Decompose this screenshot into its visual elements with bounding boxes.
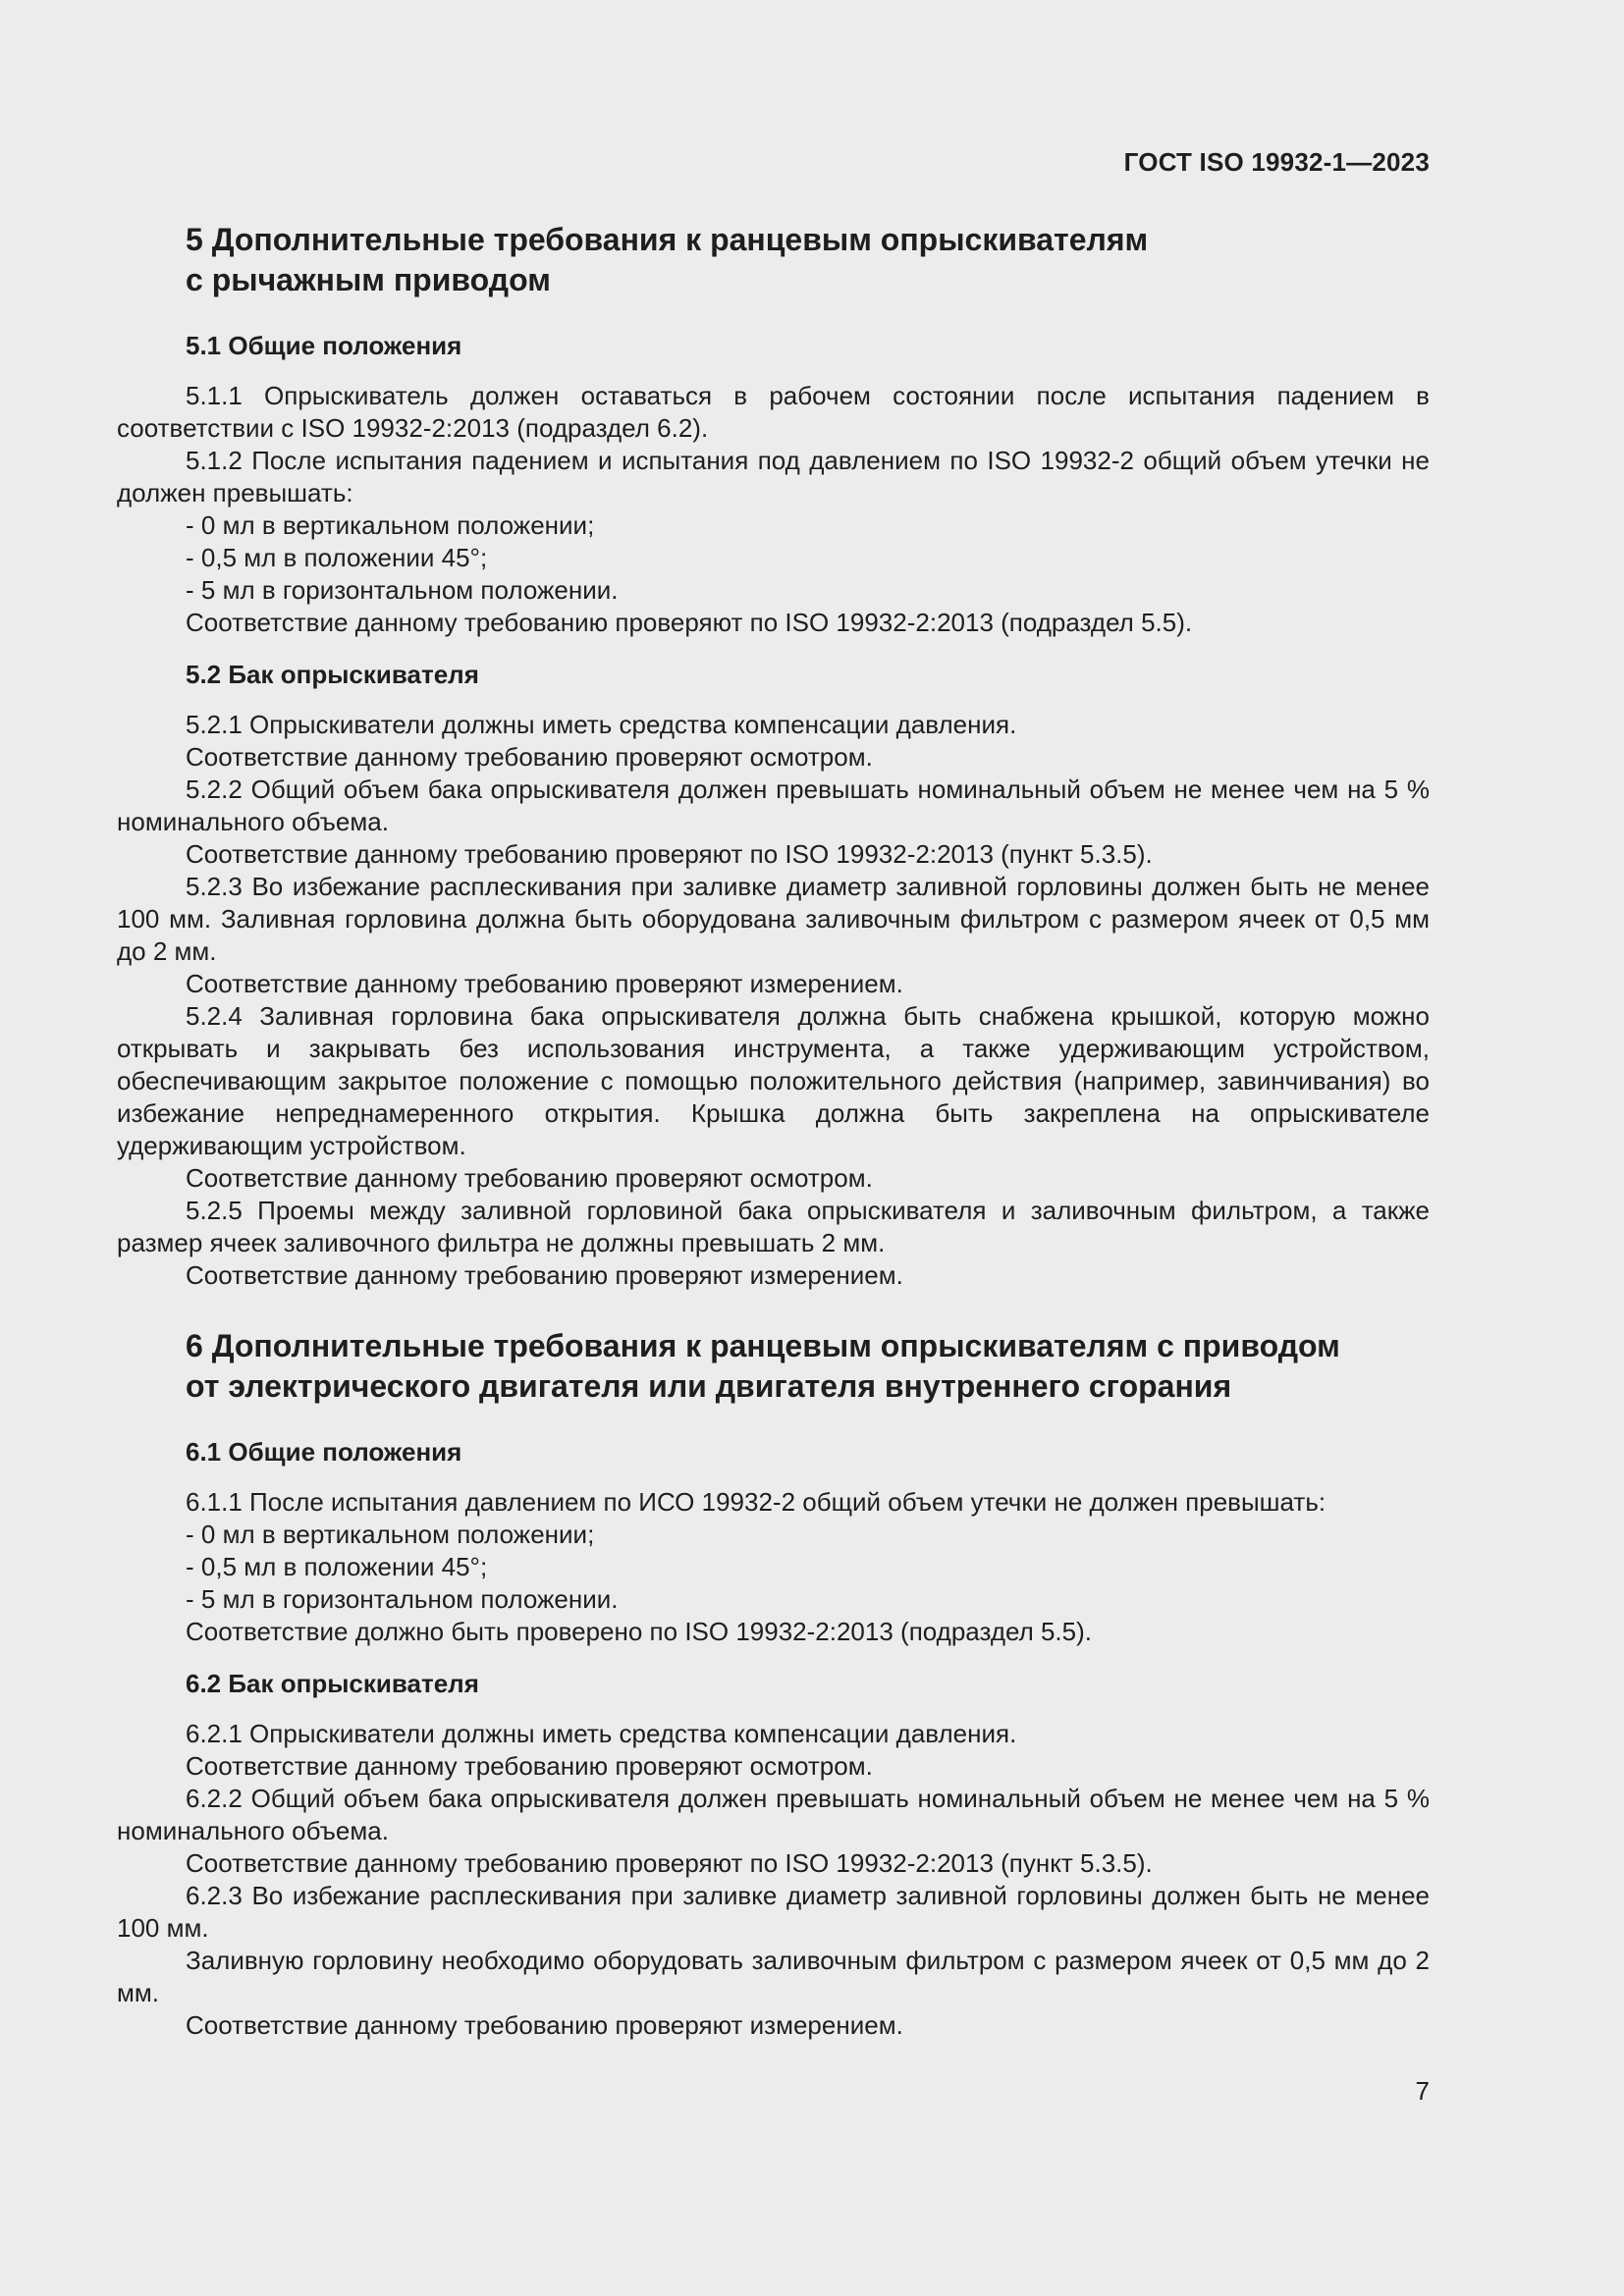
list-item: - 5 мл в горизонтальном положении. (186, 1584, 619, 1614)
paragraph-5-2-1: 5.2.1 Опрыскиватели должны иметь средства компенсации давления. (186, 710, 1017, 739)
page-number: 7 (1415, 2076, 1430, 2106)
paragraph-5-1-1: 5.1.1 Опрыскиватель должен оставаться в рабочем состоянии после испытания падением в соответствии с ISO 19932-2:2013 (подраздел 6.2). (117, 381, 1430, 443)
compliance-note: Соответствие данному требованию проверяют по ISO 19932-2:2013 (пункт 5.3.5). (186, 1848, 1153, 1878)
compliance-note: Соответствие данному требованию проверяют осмотром. (186, 1751, 873, 1781)
compliance-note: Соответствие данному требованию проверяют осмотром. (186, 742, 873, 772)
section-5-title-line1: 5 Дополнительные требования к ранцевым опрыскивателям (186, 222, 1149, 257)
document-body (117, 220, 1430, 2042)
compliance-note: Соответствие данному требованию проверяют измерением. (186, 2010, 903, 2040)
subsection-6-2-title: 6.2 Бак опрыскивателя (186, 1669, 479, 1698)
document-code-header: ГОСТ ISO 19932-1—2023 (1123, 147, 1430, 177)
subsection-6-1-title: 6.1 Общие положения (186, 1437, 462, 1467)
compliance-note: Соответствие данному требованию проверяют измерением. (186, 969, 903, 998)
compliance-note: Соответствие данному требованию проверяют осмотром. (186, 1163, 873, 1193)
paragraph-5-2-5: 5.2.5 Проемы между заливной горловиной бака опрыскивателя и заливочным фильтром, а также размер ячеек заливочного фильтра не должны превышать 2 мм. (117, 1196, 1430, 1257)
list-item: - 0 мл в вертикальном положении; (186, 1520, 595, 1549)
compliance-note: Соответствие должно быть проверено по ISO 19932-2:2013 (подраздел 5.5). (186, 1617, 1092, 1646)
paragraph-5-2-2: 5.2.2 Общий объем бака опрыскивателя должен превышать номинальный объем не менее чем на 5 % номинального объема. (117, 774, 1430, 836)
list-item: - 0,5 мл в положении 45°; (186, 1552, 488, 1581)
list-item: - 0 мл в вертикальном положении; (186, 510, 595, 540)
section-6 (117, 1326, 1430, 2042)
list-item: - 5 мл в горизонтальном положении. (186, 575, 619, 605)
paragraph-5-2-4: 5.2.4 Заливная горловина бака опрыскивателя должна быть снабжена крышкой, которую можно открывать и закрывать без использования инструмента, а также удерживающим устройством, обеспечивающим закрытое положение с помощью положительного действия (например, завинчивания) во избежание непреднамеренного открытия. Крышка должна быть закреплена на опрыскивателе удерживающим устройством. (117, 1001, 1430, 1160)
compliance-note: Соответствие данному требованию проверяют измерением. (186, 1260, 903, 1290)
section-6-title-line2: от электрического двигателя или двигателя внутреннего сгорания (186, 1368, 1232, 1404)
subsection-5-1-title: 5.1 Общие положения (186, 331, 462, 360)
paragraph-5-2-3: 5.2.3 Во избежание расплескивания при заливке диаметр заливной горловины должен быть не менее 100 мм. Заливная горловина должна быть оборудована заливочным фильтром с размером ячеек от 0,5 мм до 2 мм. (117, 872, 1430, 966)
paragraph-6-2-2: 6.2.2 Общий объем бака опрыскивателя должен превышать номинальный объем не менее чем на 5 % номинального объема. (117, 1784, 1430, 1845)
section-5-title-line2: с рычажным приводом (186, 262, 551, 297)
section-5 (117, 220, 1430, 1292)
paragraph-5-1-2: 5.1.2 После испытания падением и испытания под давлением по ISO 19932-2 общий объем утечки не должен превышать: (117, 446, 1430, 507)
subsection-5-2-title: 5.2 Бак опрыскивателя (186, 660, 479, 689)
paragraph-6-2-3-cont: Заливную горловину необходимо оборудовать заливочным фильтром с размером ячеек от 0,5 мм до 2 мм. (117, 1946, 1430, 2007)
paragraph-6-2-1: 6.2.1 Опрыскиватели должны иметь средства компенсации давления. (186, 1719, 1017, 1748)
list-item: - 0,5 мл в положении 45°; (186, 543, 488, 572)
section-6-title-line1: 6 Дополнительные требования к ранцевым опрыскивателям с приводом (186, 1328, 1340, 1363)
paragraph-6-2-3: 6.2.3 Во избежание расплескивания при заливке диаметр заливной горловины должен быть не менее 100 мм. (117, 1881, 1430, 1943)
paragraph-6-1-1: 6.1.1 После испытания давлением по ИСО 19932-2 общий объем утечки не должен превышать: (186, 1487, 1326, 1517)
compliance-note: Соответствие данному требованию проверяют по ISO 19932-2:2013 (пункт 5.3.5). (186, 839, 1153, 869)
compliance-note: Соответствие данному требованию проверяют по ISO 19932-2:2013 (подраздел 5.5). (186, 608, 1193, 637)
